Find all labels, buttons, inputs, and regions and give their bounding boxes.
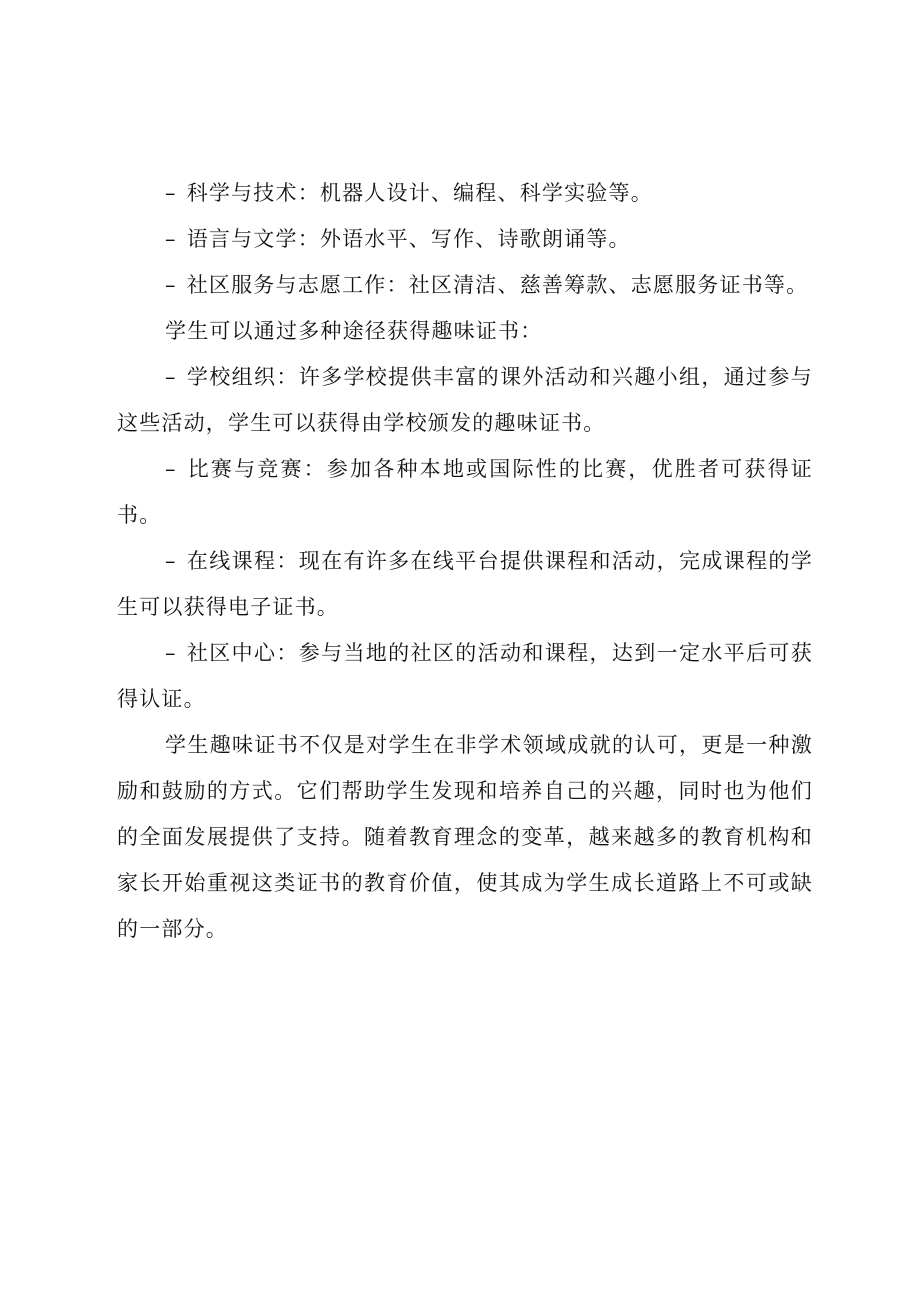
list-dash: – (165, 549, 177, 573)
category-item-science (117, 170, 813, 216)
list-dash: – (165, 181, 177, 205)
category-item-language (117, 216, 813, 262)
list-dash: – (165, 641, 177, 665)
category-item-community-service (117, 262, 813, 308)
way-item-competition (117, 446, 813, 538)
way-item-school (117, 354, 813, 446)
list-item-text: 社区中心：参与当地的社区的活动和课程，达到一定水平后可获得认证。 (117, 641, 813, 711)
list-dash: – (165, 273, 177, 297)
ways-intro: 学生可以通过多种途径获得趣味证书： (165, 319, 543, 343)
list-dash: – (165, 365, 177, 389)
list-item-text: 学校组织：许多学校提供丰富的课外活动和兴趣小组，通过参与这些活动，学生可以获得由学校颁发的趣味证书。 (117, 365, 813, 435)
list-item-text: 科学与技术：机器人设计、编程、科学实验等。 (186, 181, 653, 205)
document-body (117, 170, 813, 952)
list-item-text: 比赛与竞赛：参加各种本地或国际性的比赛，优胜者可获得证书。 (117, 457, 813, 527)
list-item-text: 语言与文学：外语水平、写作、诗歌朗诵等。 (186, 227, 631, 251)
list-dash: – (165, 227, 177, 251)
list-dash: – (165, 457, 177, 481)
conclusion-paragraph: 学生趣味证书不仅是对学生在非学术领域成就的认可，更是一种激励和鼓励的方式。它们帮助学生发现和培养自己的兴趣，同时也为他们的全面发展提供了支持。随着教育理念的变革，越来越多的教育机构和家长开始重视这类证书的教育价值，使其成为学生成长道路上不可或缺的一部分。 (117, 733, 813, 941)
list-item-text: 在线课程：现在有许多在线平台提供课程和活动，完成课程的学生可以获得电子证书。 (117, 549, 813, 619)
way-item-community-center (117, 630, 813, 722)
way-item-online-course (117, 538, 813, 630)
list-item-text: 社区服务与志愿工作：社区清洁、慈善筹款、志愿服务证书等。 (186, 273, 809, 297)
